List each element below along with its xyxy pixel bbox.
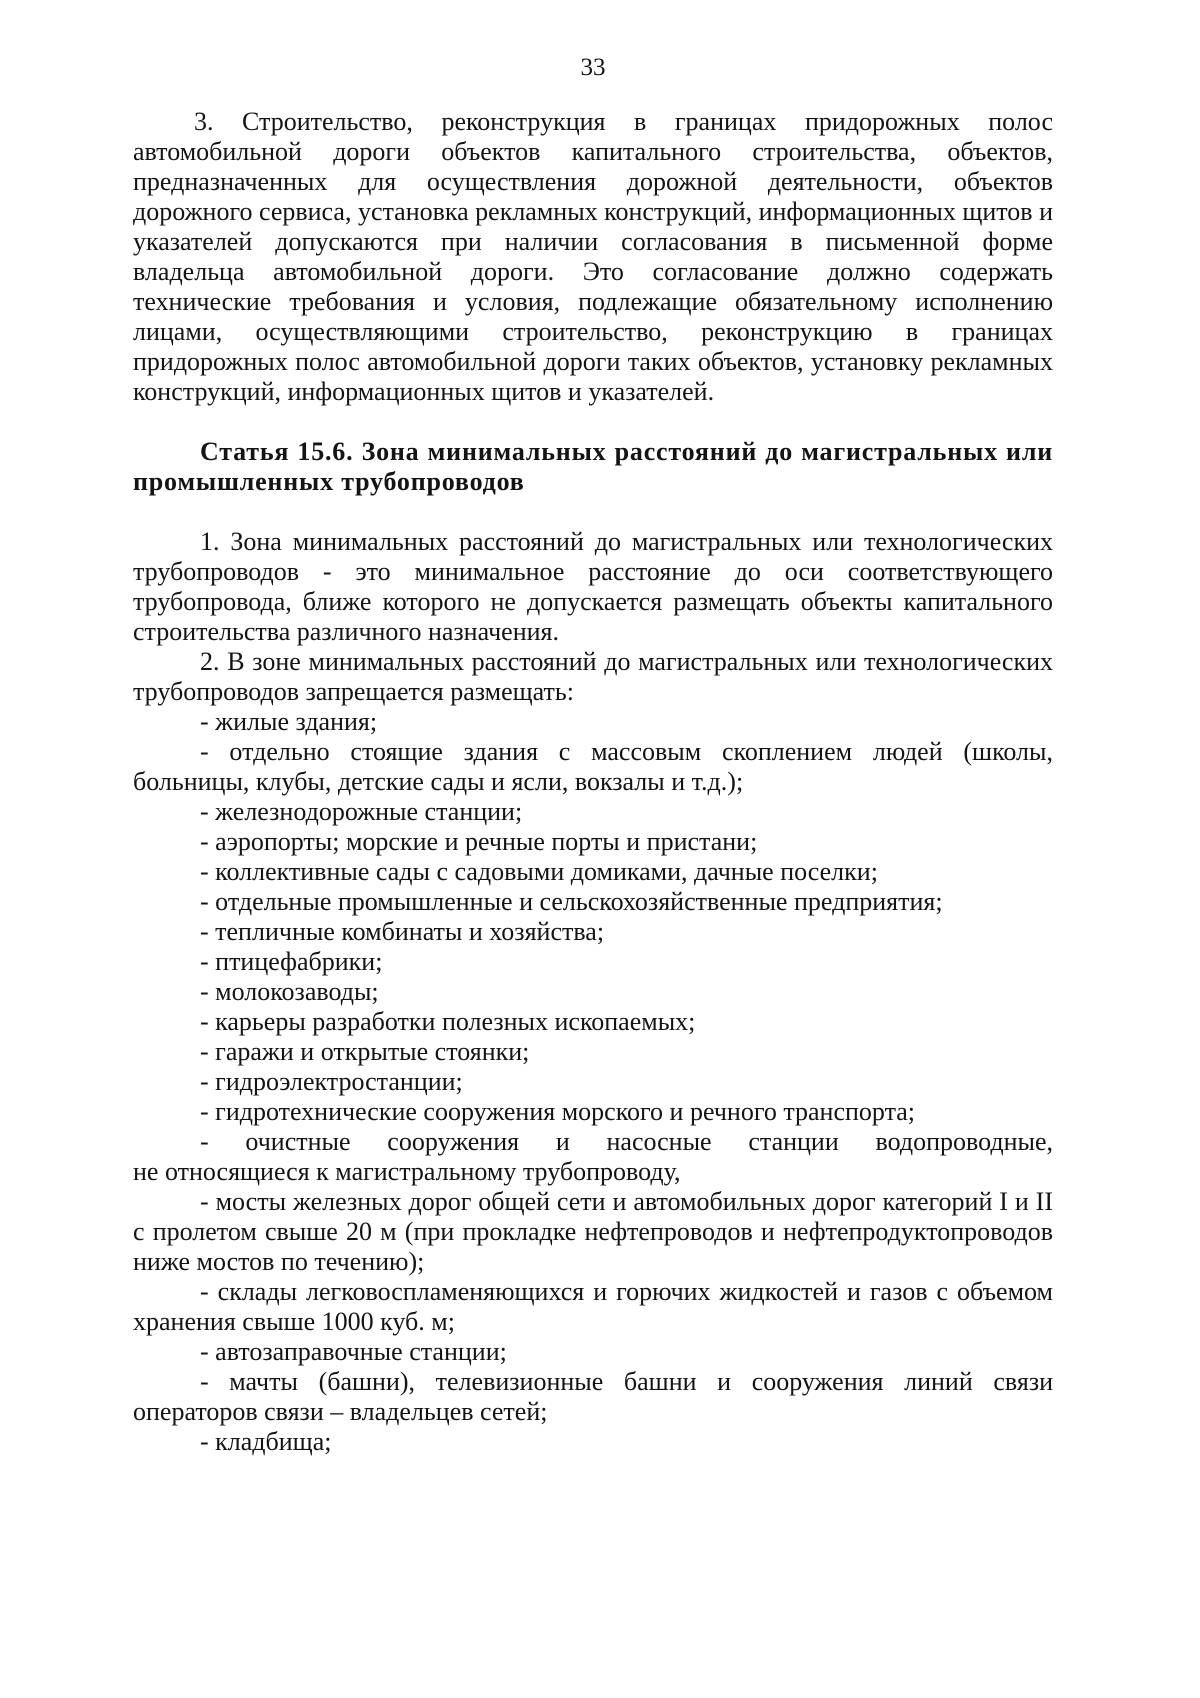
list-item [133, 1097, 1053, 1127]
text-line: ниже мостов по течению); [133, 1247, 425, 1276]
list-item [133, 1067, 1053, 1097]
paragraph-item-3 [133, 107, 1053, 407]
text-line: - отдельные промышленные и сельскохозяйственные предприятия; [200, 887, 943, 916]
text-line: автомобильной дороги объектов капитального строительства, объектов, [133, 137, 1053, 166]
text-line: владельца автомобильной дороги. Это согласование должно содержать [133, 257, 1053, 286]
text-line: - очистные сооружения и насосные станции водопроводные, [200, 1127, 1053, 1156]
article-heading [133, 437, 1053, 497]
paragraph-clause-2 [133, 647, 1053, 707]
text-line: предназначенных для осуществления дорожной деятельности, объектов [133, 167, 1053, 196]
text-line: лицами, осуществляющими строительство, реконструкцию в границах [133, 317, 1053, 346]
list-item [133, 1007, 1053, 1037]
text-line: 3. Строительство, реконструкция в границах придорожных полос [194, 107, 1053, 136]
list-item [133, 1037, 1053, 1067]
text-line: Статья 15.6. Зона минимальных расстояний до магистральных или [200, 437, 1053, 466]
text-line: - тепличные комбинаты и хозяйства; [200, 917, 605, 946]
list-item [133, 797, 1053, 827]
text-line: технические требования и условия, подлежащие обязательному исполнению [133, 287, 1053, 316]
text-line: конструкций, информационных щитов и указателей. [133, 377, 715, 406]
document-body [133, 107, 1053, 1457]
text-line: - железнодорожные станции; [200, 797, 523, 826]
text-line: больницы, клубы, детские сады и ясли, вокзалы и т.д.); [133, 767, 744, 796]
text-line: - гаражи и открытые стоянки; [200, 1037, 530, 1066]
text-line: трубопровода, ближе которого не допускается размещать объекты капитального [133, 587, 1053, 616]
text-line: промышленных трубопроводов [133, 467, 525, 496]
text-line: - гидротехнические сооружения морского и речного транспорта; [200, 1097, 916, 1126]
list-item [133, 917, 1053, 947]
list-item [133, 1127, 1053, 1187]
list-item [133, 737, 1053, 797]
text-line: придорожных полос автомобильной дороги таких объектов, установку рекламных [133, 347, 1053, 376]
list-item [133, 707, 1053, 737]
text-line: трубопроводов - это минимальное расстояние до оси соответствующего [133, 557, 1053, 586]
list-item [133, 1367, 1053, 1427]
text-line: указателей допускаются при наличии согласования в письменной форме [133, 227, 1053, 256]
list-item [133, 977, 1053, 1007]
text-line: хранения свыше 1000 куб. м; [133, 1307, 455, 1336]
text-line: - автозаправочные станции; [200, 1337, 507, 1366]
text-line: с пролетом свыше 20 м (при прокладке нефтепроводов и нефтепродуктопроводов [133, 1217, 1053, 1246]
list-item [133, 1337, 1053, 1367]
text-line: - мосты железных дорог общей сети и автомобильных дорог категорий I и II [200, 1187, 1053, 1216]
text-line: - мачты (башни), телевизионные башни и сооружения линий связи [200, 1367, 1053, 1396]
text-line: - гидроэлектростанции; [200, 1067, 463, 1096]
text-line: не относящиеся к магистральному трубопроводу, [133, 1157, 681, 1186]
paragraph-clause-1 [133, 527, 1053, 647]
text-line: трубопроводов запрещается размещать: [133, 677, 574, 706]
list-item [133, 1427, 1053, 1457]
list-item [133, 947, 1053, 977]
prohibited-objects-list [133, 707, 1053, 1457]
list-item [133, 827, 1053, 857]
text-line: 2. В зоне минимальных расстояний до магистральных или технологических [200, 647, 1053, 676]
text-line: - жилые здания; [200, 707, 378, 736]
text-line: - аэропорты; морские и речные порты и пристани; [200, 827, 758, 856]
text-line: - птицефабрики; [200, 947, 383, 976]
text-line: - склады легковоспламеняющихся и горючих жидкостей и газов с объемом [200, 1277, 1053, 1306]
page-number: 33 [580, 54, 606, 81]
list-item [133, 857, 1053, 887]
text-line: операторов связи – владельцев сетей; [133, 1397, 548, 1426]
text-line: 1. Зона минимальных расстояний до магистральных или технологических [200, 527, 1053, 556]
text-line: - коллективные сады с садовыми домиками, дачные поселки; [200, 857, 878, 886]
list-item [133, 1187, 1053, 1277]
text-line: дорожного сервиса, установка рекламных конструкций, информационных щитов и [133, 197, 1053, 226]
text-line: - кладбища; [200, 1427, 332, 1456]
text-line: строительства различного назначения. [133, 617, 559, 646]
text-line: - молокозаводы; [200, 977, 379, 1006]
list-item [133, 887, 1053, 917]
text-line: - отдельно стоящие здания с массовым скоплением людей (школы, [200, 737, 1053, 766]
list-item [133, 1277, 1053, 1337]
text-line: - карьеры разработки полезных ископаемых; [200, 1007, 696, 1036]
